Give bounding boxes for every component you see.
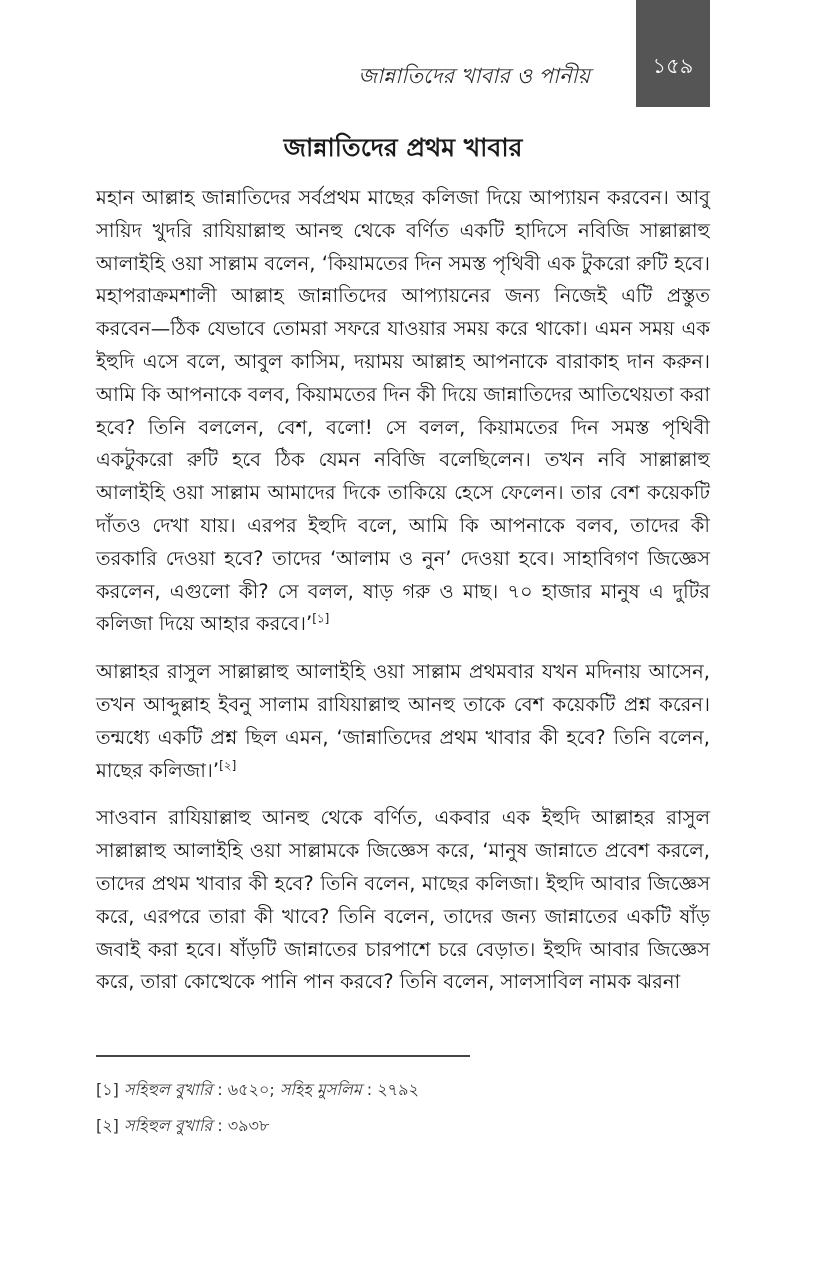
page-number: ১৫৯ — [652, 54, 694, 78]
footnote-1-detail-2: : ২৭৯২ — [361, 1080, 419, 1099]
paragraph-3 — [96, 802, 710, 999]
footnote-ref-2[interactable]: [২] — [219, 758, 237, 773]
footnote-divider — [96, 1055, 470, 1057]
footnote-ref-1[interactable]: [১] — [312, 611, 330, 626]
paragraph-1-text: মহান আল্লাহ জান্নাতিদের সর্বপ্রথম মাছের কলিজা দিয়ে আপ্যায়ন করবেন। আবু সায়িদ খুদরি রাযিয়াল্লাহু আনহু থেকে বর্ণিত একটি হাদিসে নবিজি সাল্লাল্লাহু আলাইহি ওয়া সাল্লাম বলেন, ‘কিয়ামতের দিন সমস্ত পৃথিবী এক টুকরো রুটি হবে। মহাপরাক্রমশালী আল্লাহ জান্নাতিদের আপ্যায়নের জন্য নিজেই এটি প্রস্তুত করবেন—ঠিক যেভাবে তোমরা সফরে যাওয়ার সময় করে থাকো। এমন সময় এক ইহুদি এসে বলে, আবুল কাসিম, দয়াময় আল্লাহ আপনাকে বারাকাহ দান করুন। আমি কি আপনাকে বলব, কিয়ামতের দিন কী দিয়ে জান্নাতিদের আতিথেয়তা করা হবে? তিনি বললেন, বেশ, বলো! সে বলল, কিয়ামতের দিন সমস্ত পৃথিবী একটুকরো রুটি হবে ঠিক যেমন নবিজি বলেছিলেন। তখন নবি সাল্লাল্লাহু আলাইহি ওয়া সাল্লাম আমাদের দিকে তাকিয়ে হেসে ফেলেন। তার বেশ কয়েকটি দাঁতও দেখা যায়। এরপর ইহুদি বলে, আমি কি আপনাকে বলব, তাদের কী তরকারি দেওয়া হবে? তাদের ‘আলাম ও নুন’ দেওয়া হবে। সাহাবিগণ জিজ্ঞেস করলেন, এগুলো কী? সে বলল, ষাড় গরু ও মাছ। ৭০ হাজার মানুষ এ দুটির কলিজা দিয়ে আহার করবে।’ — [96, 186, 710, 636]
footnote-2-source: সহিহুল বুখারি — [123, 1116, 213, 1135]
footnote-1-detail: : ৬৫২০; — [212, 1080, 280, 1099]
footnote-2-detail: : ৩৯৩৮ — [212, 1116, 270, 1135]
footnote-1-source-2: সহিহ মুসলিম — [279, 1080, 362, 1099]
running-header-title: জান্নাতিদের খাবার ও পানীয় — [358, 64, 590, 88]
footnote-2-number: [২] — [96, 1116, 119, 1135]
paragraph-2 — [96, 656, 710, 787]
paragraph-1 — [96, 182, 710, 641]
body-text — [96, 182, 710, 1014]
paragraph-3-text: সাওবান রাযিয়াল্লাহু আনহু থেকে বর্ণিত, একবার এক ইহুদি আল্লাহর রাসুল সাল্লাল্লাহু আলাইহি ওয়া সাল্লামকে জিজ্ঞেস করে, ‘মানুষ জান্নাতে প্রবেশ করলে, তাদের প্রথম খাবার কী হবে? তিনি বলেন, মাছের কলিজা। ইহুদি আবার জিজ্ঞেস করে, এরপরে তারা কী খাবে? তিনি বলেন, তাদের জন্য জান্নাতের একটি ষাঁড় জবাই করা হবে। ষাঁড়টি জান্নাতের চারপাশে চরে বেড়াত। ইহুদি আবার জিজ্ঞেস করে, তারা কোত্থেকে পানি পান করবে? তিনি বলেন, সালসাবিল নামক ঝরনা — [96, 806, 710, 994]
page-number-tab — [636, 0, 710, 107]
footnote-1-source: সহিহুল বুখারি — [123, 1080, 213, 1099]
footnote-1-number: [১] — [96, 1080, 119, 1099]
footnote-1 — [96, 1080, 710, 1100]
footnote-2 — [96, 1116, 710, 1136]
chapter-heading: জান্নাতিদের প্রথম খাবার — [283, 133, 523, 162]
footnotes — [96, 1080, 710, 1152]
paragraph-2-text: আল্লাহর রাসুল সাল্লাল্লাহু আলাইহি ওয়া সাল্লাম প্রথমবার যখন মদিনায় আসেন, তখন আব্দুল্লাহ ইবনু সালাম রাযিয়াল্লাহু আনহু তাকে বেশ কয়েকটি প্রশ্ন করেন। তন্মধ্যে একটি প্রশ্ন ছিল এমন, ‘জান্নাতিদের প্রথম খাবার কী হবে? তিনি বলেন, মাছের কলিজা।’ — [96, 660, 710, 782]
